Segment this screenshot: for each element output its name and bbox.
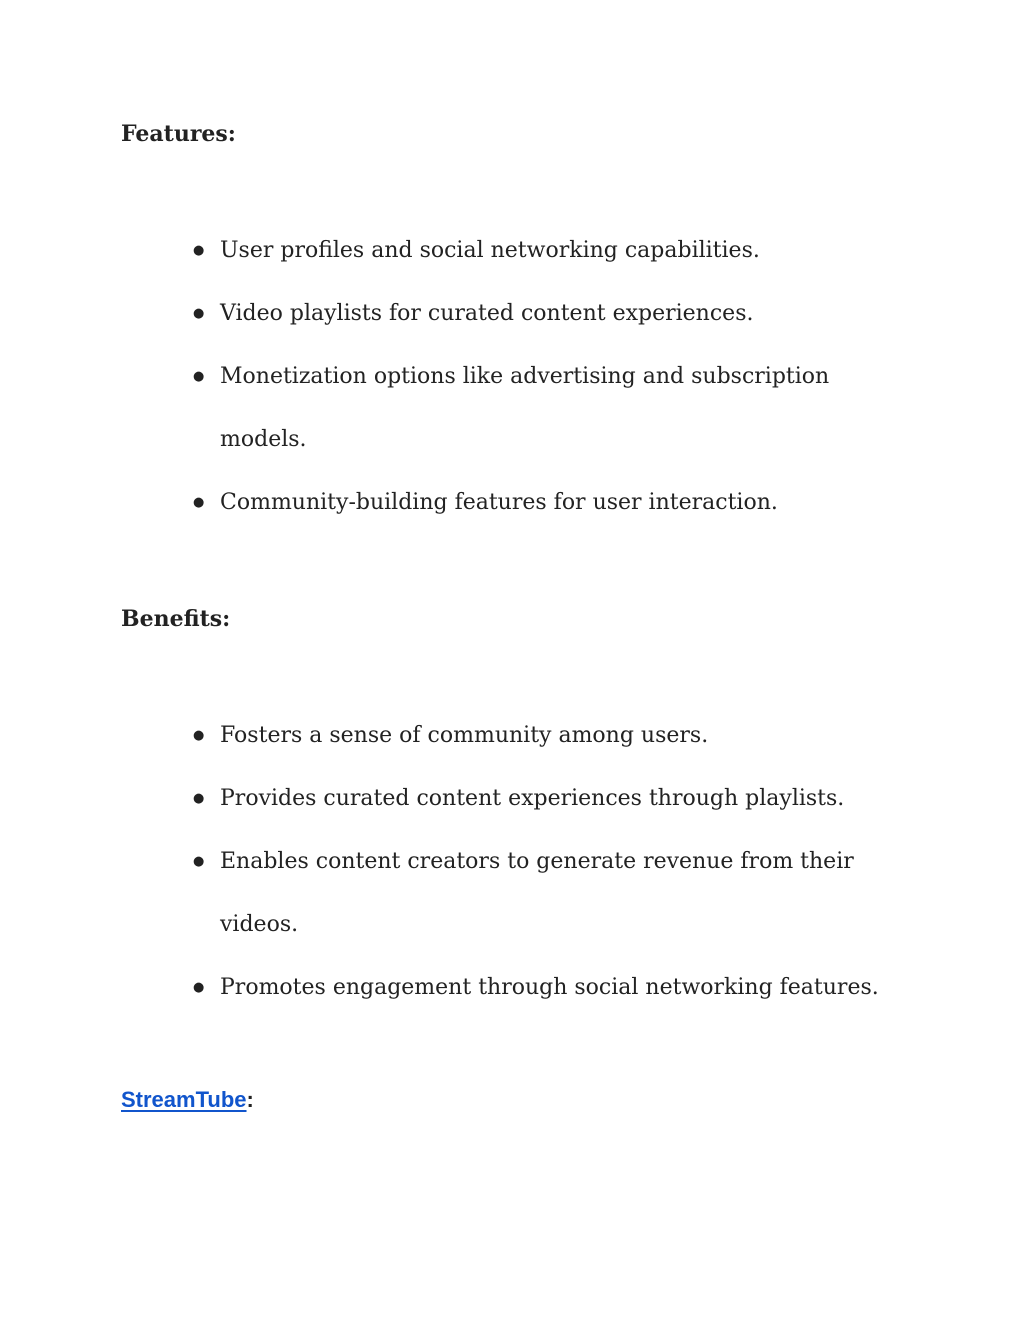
list-item bbox=[0, 282, 880, 345]
list-item bbox=[0, 345, 880, 471]
list-item bbox=[0, 219, 880, 282]
list-item-text: Provides curated content experiences through playlists. bbox=[220, 786, 845, 811]
streamtube-heading bbox=[121, 1084, 254, 1116]
streamtube-link[interactable]: StreamTube bbox=[121, 1087, 247, 1112]
list-item-text: Promotes engagement through social networking features. bbox=[220, 975, 879, 1000]
heading-colon: : bbox=[246, 1087, 254, 1112]
list-item bbox=[0, 704, 880, 767]
bullet-icon: ● bbox=[193, 854, 205, 869]
list-item-text: User profiles and social networking capabilities. bbox=[220, 238, 760, 263]
benefits-heading: Benefits: bbox=[121, 606, 231, 632]
bullet-icon: ● bbox=[193, 306, 205, 321]
list-item bbox=[0, 956, 880, 1019]
bullet-icon: ● bbox=[193, 495, 205, 510]
list-item-text: Community-building features for user interaction. bbox=[220, 490, 778, 515]
list-item-text: Monetization options like advertising and subscription models. bbox=[220, 364, 830, 452]
list-item-text: Video playlists for curated content experiences. bbox=[220, 301, 754, 326]
list-item bbox=[0, 471, 880, 534]
list-item-text: Fosters a sense of community among users. bbox=[220, 723, 709, 748]
list-item bbox=[0, 767, 880, 830]
list-item bbox=[0, 830, 880, 956]
bullet-icon: ● bbox=[193, 728, 205, 743]
list-item-text: Enables content creators to generate revenue from their videos. bbox=[220, 849, 854, 937]
bullet-icon: ● bbox=[193, 791, 205, 806]
benefits-list bbox=[0, 704, 1024, 1019]
bullet-icon: ● bbox=[193, 243, 205, 258]
bullet-icon: ● bbox=[193, 980, 205, 995]
features-heading: Features: bbox=[121, 121, 236, 147]
bullet-icon: ● bbox=[193, 369, 205, 384]
features-list bbox=[0, 219, 1024, 534]
